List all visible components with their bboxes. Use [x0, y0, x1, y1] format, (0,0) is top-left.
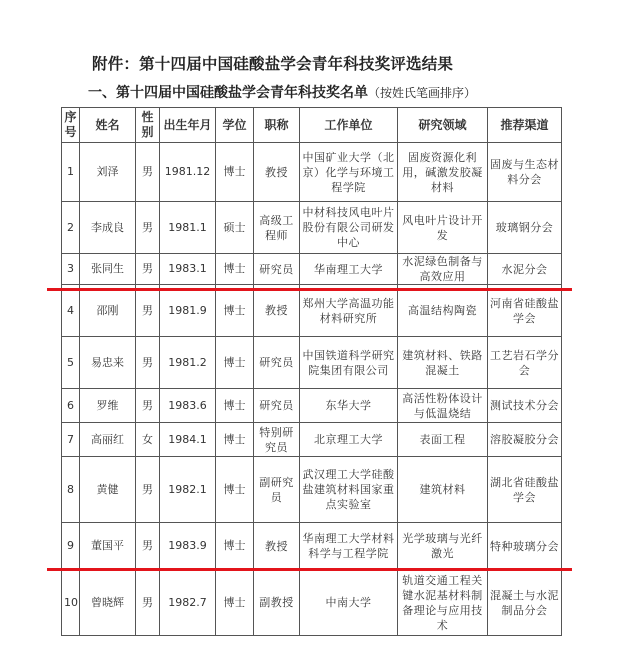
table-cell: 轨道交通工程关键水泥基材料制备理论与应用技术 [398, 570, 488, 636]
table-cell: 易忠来 [80, 337, 136, 389]
table-cell: 博士 [216, 523, 254, 570]
red-underline-row-3 [47, 288, 572, 291]
table-cell: 郑州大学高温功能材料研究所 [300, 285, 398, 337]
table-cell: 中国铁道科学研究院集团有限公司 [300, 337, 398, 389]
red-underline-row-9 [47, 568, 572, 571]
table-cell: 高活性粉体设计与低温烧结 [398, 389, 488, 423]
table-cell: 曾晓辉 [80, 570, 136, 636]
table-cell: 刘泽 [80, 143, 136, 202]
table-cell: 高丽红 [80, 423, 136, 457]
table-cell: 高温结构陶瓷 [398, 285, 488, 337]
table-cell: 混凝土与水泥制品分会 [488, 570, 562, 636]
table-cell: 男 [136, 523, 160, 570]
table-cell: 华南理工大学材料科学与工程学院 [300, 523, 398, 570]
table-cell: 特种玻璃分会 [488, 523, 562, 570]
table-cell: 5 [62, 337, 80, 389]
table-header-row [62, 108, 562, 143]
table-cell: 张同生 [80, 254, 136, 285]
table-cell: 博士 [216, 337, 254, 389]
table-cell: 中国矿业大学（北京）化学与环境工程学院 [300, 143, 398, 202]
table-cell: 男 [136, 254, 160, 285]
table-row [62, 143, 562, 202]
table-cell: 湖北省硅酸盐学会 [488, 457, 562, 523]
table-cell: 固废与生态材料分会 [488, 143, 562, 202]
table-cell: 男 [136, 285, 160, 337]
table-cell: 建筑材料、铁路混凝土 [398, 337, 488, 389]
table-cell: 工艺岩石学分会 [488, 337, 562, 389]
table-cell: 男 [136, 570, 160, 636]
table-cell: 4 [62, 285, 80, 337]
table-cell: 教授 [254, 143, 300, 202]
header-cell: 推荐渠道 [488, 108, 562, 143]
table-cell: 女 [136, 423, 160, 457]
table-cell: 1982.7 [160, 570, 216, 636]
table-row [62, 423, 562, 457]
header-cell: 姓名 [80, 108, 136, 143]
table-cell: 1981.9 [160, 285, 216, 337]
table-cell: 河南省硅酸盐学会 [488, 285, 562, 337]
table-cell: 2 [62, 202, 80, 254]
table-row [62, 570, 562, 636]
table-body [62, 143, 562, 636]
table-cell: 1983.9 [160, 523, 216, 570]
table-cell: 1984.1 [160, 423, 216, 457]
table-cell: 武汉理工大学硅酸盐建筑材料国家重点实验室 [300, 457, 398, 523]
header-cell: 出生年月 [160, 108, 216, 143]
table-cell: 中南大学 [300, 570, 398, 636]
table-cell: 光学玻璃与光纤激光 [398, 523, 488, 570]
award-list-table [61, 107, 562, 636]
table-cell: 特别研究员 [254, 423, 300, 457]
table-cell: 溶胶凝胶分会 [488, 423, 562, 457]
table-cell: 研究员 [254, 389, 300, 423]
table-cell: 男 [136, 457, 160, 523]
table-cell: 男 [136, 202, 160, 254]
header-cell: 序号 [62, 108, 80, 143]
table-cell: 男 [136, 337, 160, 389]
table-cell: 水泥分会 [488, 254, 562, 285]
table-cell: 6 [62, 389, 80, 423]
table-cell: 邵刚 [80, 285, 136, 337]
table-cell: 博士 [216, 389, 254, 423]
table-cell: 8 [62, 457, 80, 523]
table-row [62, 202, 562, 254]
table-cell: 中材科技风电叶片股份有限公司研发中心 [300, 202, 398, 254]
table-cell: 副教授 [254, 570, 300, 636]
table-cell: 研究员 [254, 254, 300, 285]
table-row [62, 285, 562, 337]
table-cell: 水泥绿色制备与高效应用 [398, 254, 488, 285]
table-cell: 博士 [216, 423, 254, 457]
table-cell: 副研究员 [254, 457, 300, 523]
table-cell: 博士 [216, 254, 254, 285]
table-cell: 教授 [254, 285, 300, 337]
table-cell: 测试技术分会 [488, 389, 562, 423]
table-row [62, 523, 562, 570]
section-heading: 一、第十四届中国硅酸盐学会青年科技奖名单 [88, 85, 368, 101]
table-cell: 研究员 [254, 337, 300, 389]
table-cell: 1983.1 [160, 254, 216, 285]
header-cell: 工作单位 [300, 108, 398, 143]
table-cell: 1982.1 [160, 457, 216, 523]
table-cell: 华南理工大学 [300, 254, 398, 285]
table-cell: 1981.2 [160, 337, 216, 389]
header-cell: 职称 [254, 108, 300, 143]
table-cell: 黄健 [80, 457, 136, 523]
table-cell: 博士 [216, 570, 254, 636]
table-row [62, 337, 562, 389]
table-cell: 教授 [254, 523, 300, 570]
table-cell: 10 [62, 570, 80, 636]
page-title: 附件：第十四届中国硅酸盐学会青年科技奖评选结果 [92, 55, 454, 73]
table-cell: 1981.1 [160, 202, 216, 254]
table-cell: 高级工程师 [254, 202, 300, 254]
table-cell: 7 [62, 423, 80, 457]
table-cell: 1983.6 [160, 389, 216, 423]
section-title [88, 82, 476, 102]
table-row [62, 254, 562, 285]
table-cell: 博士 [216, 457, 254, 523]
table-cell: 北京理工大学 [300, 423, 398, 457]
table-cell: 博士 [216, 143, 254, 202]
table-cell: 固废资源化利用，碱激发胶凝材料 [398, 143, 488, 202]
table-cell: 1 [62, 143, 80, 202]
table-cell: 硕士 [216, 202, 254, 254]
table-cell: 李成良 [80, 202, 136, 254]
sort-note: （按姓氏笔画排序） [368, 86, 477, 100]
table-cell: 9 [62, 523, 80, 570]
table-cell: 男 [136, 143, 160, 202]
table-cell: 建筑材料 [398, 457, 488, 523]
table-cell: 表面工程 [398, 423, 488, 457]
table-cell: 1981.12 [160, 143, 216, 202]
header-cell: 研究领域 [398, 108, 488, 143]
table-cell: 玻璃钢分会 [488, 202, 562, 254]
header-cell: 学位 [216, 108, 254, 143]
table-cell: 东华大学 [300, 389, 398, 423]
table-cell: 博士 [216, 285, 254, 337]
table-cell: 罗维 [80, 389, 136, 423]
table-cell: 3 [62, 254, 80, 285]
table-cell: 董国平 [80, 523, 136, 570]
table-cell: 风电叶片设计开发 [398, 202, 488, 254]
table-row [62, 389, 562, 423]
table-row [62, 457, 562, 523]
header-cell: 性别 [136, 108, 160, 143]
table-cell: 男 [136, 389, 160, 423]
